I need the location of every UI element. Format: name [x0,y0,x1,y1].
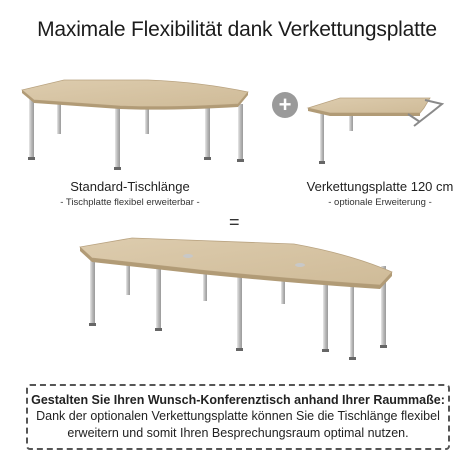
standard-table [22,80,248,170]
info-box-heading: Gestalten Sie Ihren Wunsch-Konferenztisch anhand Ihrer Raummaße: [31,393,445,407]
info-box [26,384,450,450]
standard-length-subcaption: - Tischplatte flexibel erweiterbar - [60,197,200,208]
extension-plate-subcaption: - optionale Erweiterung - [328,197,432,208]
plus-icon: + [272,92,298,118]
standard-length-caption: Standard-Tischlänge [70,179,190,194]
cable-port-icon [183,254,193,258]
equals-icon: = [229,212,240,232]
extension-plate-caption: Verkettungsplatte 120 cm [306,179,454,194]
page-title: Maximale Flexibilität dank Verkettungsplatte [37,18,437,41]
cable-port-icon [295,263,305,267]
extension-plate [308,98,442,164]
info-box-line-1: Dank der optionalen Verkettungsplatte können Sie die Tischlänge flexibel [36,409,440,423]
combined-table [80,238,392,360]
info-box-line-2: erweitern und somit Ihren Besprechungsraum optimal nutzen. [67,426,409,440]
